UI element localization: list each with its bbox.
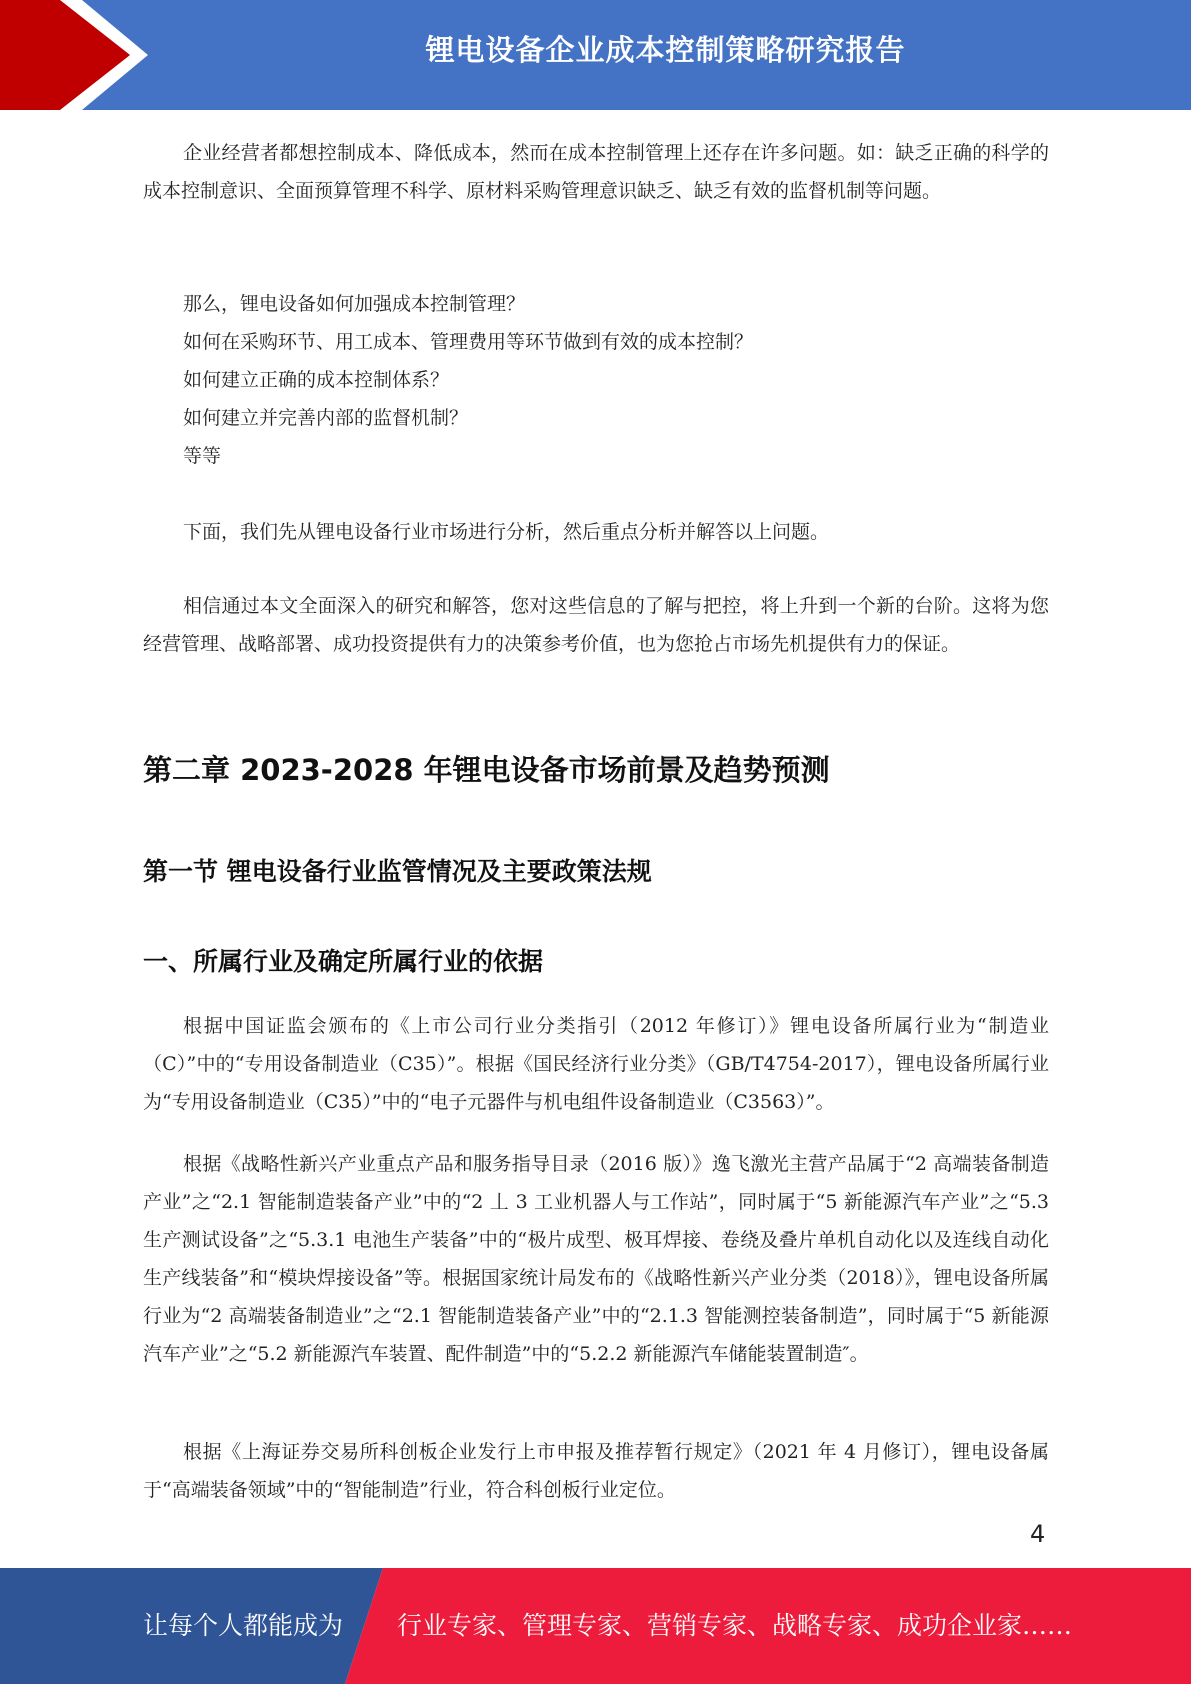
body-paragraph-1: 根据中国证监会颁布的《上市公司行业分类指引（2012 年修订）》锂电设备所属行业为“制造业（C）”中的“专用设备制造业（C35）”。根据《国民经济行业分类》（GB/T4754-2017），锂电设备所属行业为“专用设备制造业（C35）”中的“电子元器件与机电组件设备制造业（C3563）”。 (143, 1015, 1049, 1113)
footer-slogan-right: 行业专家、管理专家、营销专家、战略专家、成功企业家…… (397, 1611, 1073, 1640)
question-line-1: 那么，锂电设备如何加强成本控制管理？ (183, 293, 526, 315)
subsection-heading: 一、所属行业及确定所属行业的依据 (143, 947, 544, 976)
intro-paragraph-1: 企业经营者都想控制成本、降低成本，然而在成本控制管理上还存在许多问题。如：缺乏正确的科学的成本控制意识、全面预算管理不科学、原材料采购管理意识缺乏、缺乏有效的监督机制等问题。 (143, 142, 1049, 202)
question-line-4: 如何建立并完善内部的监督机制？ (183, 407, 469, 429)
question-line-2: 如何在采购环节、用工成本、管理费用等环节做到有效的成本控制？ (183, 331, 754, 353)
page-number: 4 (1030, 1520, 1046, 1548)
body-paragraph-2: 根据《战略性新兴产业重点产品和服务指导目录（2016 版）》逸飞激光主营产品属于“2 高端装备制造产业”之“2.1 智能制造装备产业”中的“2 丄 3 工业机器人与工作站”，同时属于“5 新能源汽车产业”之“5.3 生产测试设备”之“5.3.1 电池生产装备”中的“极片成型、极耳焊接、卷绕及叠片单机自动化以及连线自动化生产线装备”和“模块焊接设备”等。根据国家统计局发布的《战略性新兴产业分类（2018）》，锂电设备所属行业为“2 高端装备制造业”之“2.1 智能制造装备产业”中的“2.1.3 智能测控装备制造”，同时属于“5 新能源汽车产业”之“5.2 新能源汽车装置、配件制造”中的“5.2.2 新能源汽车储能装置制造″。 (143, 1153, 1049, 1365)
question-line-5: 等等 (183, 445, 222, 467)
question-line-3: 如何建立正确的成本控制体系？ (183, 369, 450, 391)
intro-paragraph-2: 下面，我们先从锂电设备行业市场进行分析，然后重点分析并解答以上问题。 (183, 521, 830, 543)
page-footer (0, 1568, 1191, 1684)
section-heading: 第一节 锂电设备行业监管情况及主要政策法规 (143, 857, 652, 886)
chapter-heading: 第二章 2023-2028 年锂电设备市场前景及趋势预测 (143, 753, 830, 787)
footer-slogan-left: 让每个人都能成为 (143, 1611, 344, 1640)
body-paragraph-3: 根据《上海证券交易所科创板企业发行上市申报及推荐暂行规定》（2021 年 4 月修订），锂电设备属于“高端装备领域”中的“智能制造”行业，符合科创板行业定位。 (143, 1441, 1049, 1501)
page-header (0, 0, 1191, 110)
report-title: 锂电设备企业成本控制策略研究报告 (425, 33, 906, 67)
intro-paragraph-3: 相信通过本文全面深入的研究和解答，您对这些信息的了解与把控，将上升到一个新的台阶。这将为您经营管理、战略部署、成功投资提供有力的决策参考价值，也为您抢占市场先机提供有力的保证。 (143, 595, 1049, 655)
